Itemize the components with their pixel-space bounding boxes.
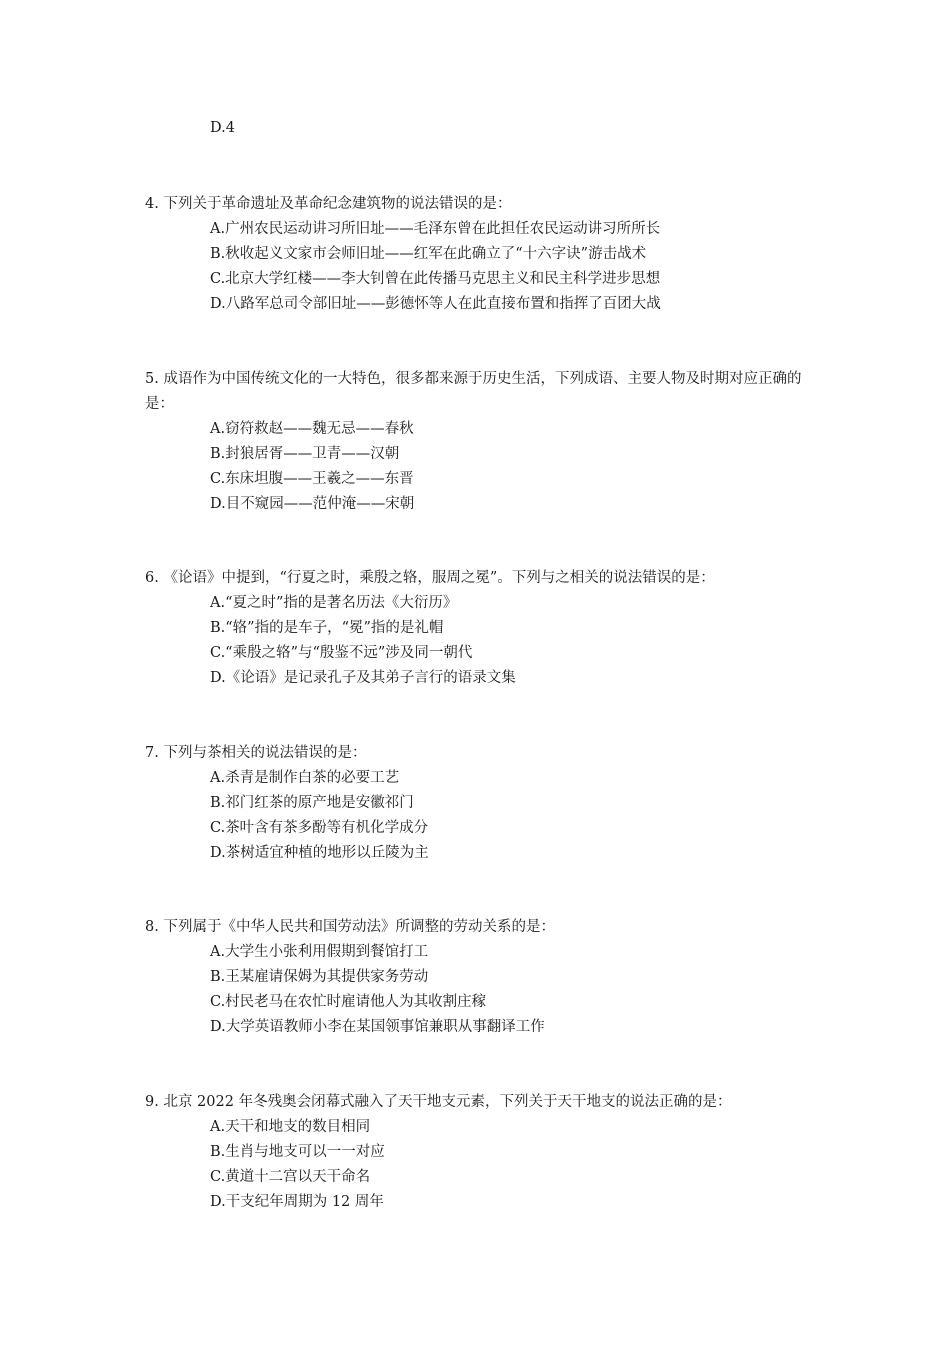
option-b: B.封狼居胥——卫青——汉朝 — [210, 446, 400, 462]
option-c: C.东床坦腹——王羲之——东晋 — [210, 471, 414, 487]
option-b: B.祁门红茶的原产地是安徽祁门 — [210, 795, 414, 811]
option-c: C.北京大学红楼——李大钊曾在此传播马克思主义和民主科学进步思想 — [210, 271, 661, 287]
option-c: C.村民老马在农忙时雇请他人为其收割庄稼 — [210, 994, 487, 1010]
question-stem: 5. 成语作为中国传统文化的一大特色，很多都来源于历史生活，下列成语、主要人物及时期对应正确的是： — [145, 371, 802, 412]
option-b: B.“辂”指的是车子，“冕”指的是礼帽 — [210, 620, 444, 636]
option-d: D.八路军总司令部旧址——彭德怀等人在此直接布置和指挥了百团大战 — [210, 296, 661, 312]
question-3-option-d: D.4 — [210, 120, 235, 136]
option-a: A.广州农民运动讲习所旧址——毛泽东曾在此担任农民运动讲习所所长 — [210, 221, 661, 237]
question-9 — [145, 1090, 815, 1215]
option-a: A.杀青是制作白茶的必要工艺 — [210, 770, 400, 786]
option-b: B.秋收起义文家市会师旧址——红军在此确立了“十六字诀”游击战术 — [210, 246, 647, 262]
question-6 — [145, 566, 815, 691]
option-list — [145, 940, 815, 1040]
option-list — [145, 591, 815, 691]
option-list — [145, 766, 815, 866]
option-a: A.天干和地支的数目相同 — [210, 1119, 371, 1135]
option-list — [145, 217, 815, 317]
question-7 — [145, 741, 815, 866]
option-d: D.干支纪年周期为 12 周年 — [210, 1194, 384, 1210]
option-d: D.大学英语教师小李在某国领事馆兼职从事翻译工作 — [210, 1019, 545, 1035]
question-8 — [145, 915, 815, 1040]
option-c: C.“乘殷之辂”与“殷鉴不远”涉及同一朝代 — [210, 645, 473, 661]
option-d: D.《论语》是记录孔子及其弟子言行的语录文集 — [210, 670, 516, 686]
question-4 — [145, 192, 815, 317]
option-list — [145, 1115, 815, 1215]
option-c: C.茶叶含有茶多酚等有机化学成分 — [210, 820, 429, 836]
option-b: B.王某雇请保姆为其提供家务劳动 — [210, 969, 429, 985]
question-stem: 8. 下列属于《中华人民共和国劳动法》所调整的劳动关系的是： — [145, 919, 555, 935]
option-a: A.“夏之时”指的是著名历法《大衍历》 — [210, 595, 458, 611]
question-stem: 7. 下列与茶相关的说法错误的是： — [145, 745, 367, 761]
option-d: D.茶树适宜种植的地形以丘陵为主 — [210, 845, 429, 861]
option-b: B.生肖与地支可以一一对应 — [210, 1144, 385, 1160]
question-stem: 4. 下列关于革命遗址及革命纪念建筑物的说法错误的是： — [145, 196, 512, 212]
question-stem: 6. 《论语》中提到，“行夏之时，乘殷之辂，服周之冕”。下列与之相关的说法错误的是： — [145, 570, 715, 586]
option-list — [145, 417, 815, 517]
option-a: A.窃符救赵——魏无忌——春秋 — [210, 421, 414, 437]
question-stem: 9. 北京 2022 年冬残奥会闭幕式融入了天干地支元素，下列关于天干地支的说法正确的是： — [145, 1094, 732, 1110]
question-5 — [145, 367, 815, 517]
option-a: A.大学生小张利用假期到餐馆打工 — [210, 944, 429, 960]
option-d: D.目不窥园——范仲淹——宋朝 — [210, 496, 415, 512]
option-c: C.黄道十二宫以天干命名 — [210, 1169, 371, 1185]
